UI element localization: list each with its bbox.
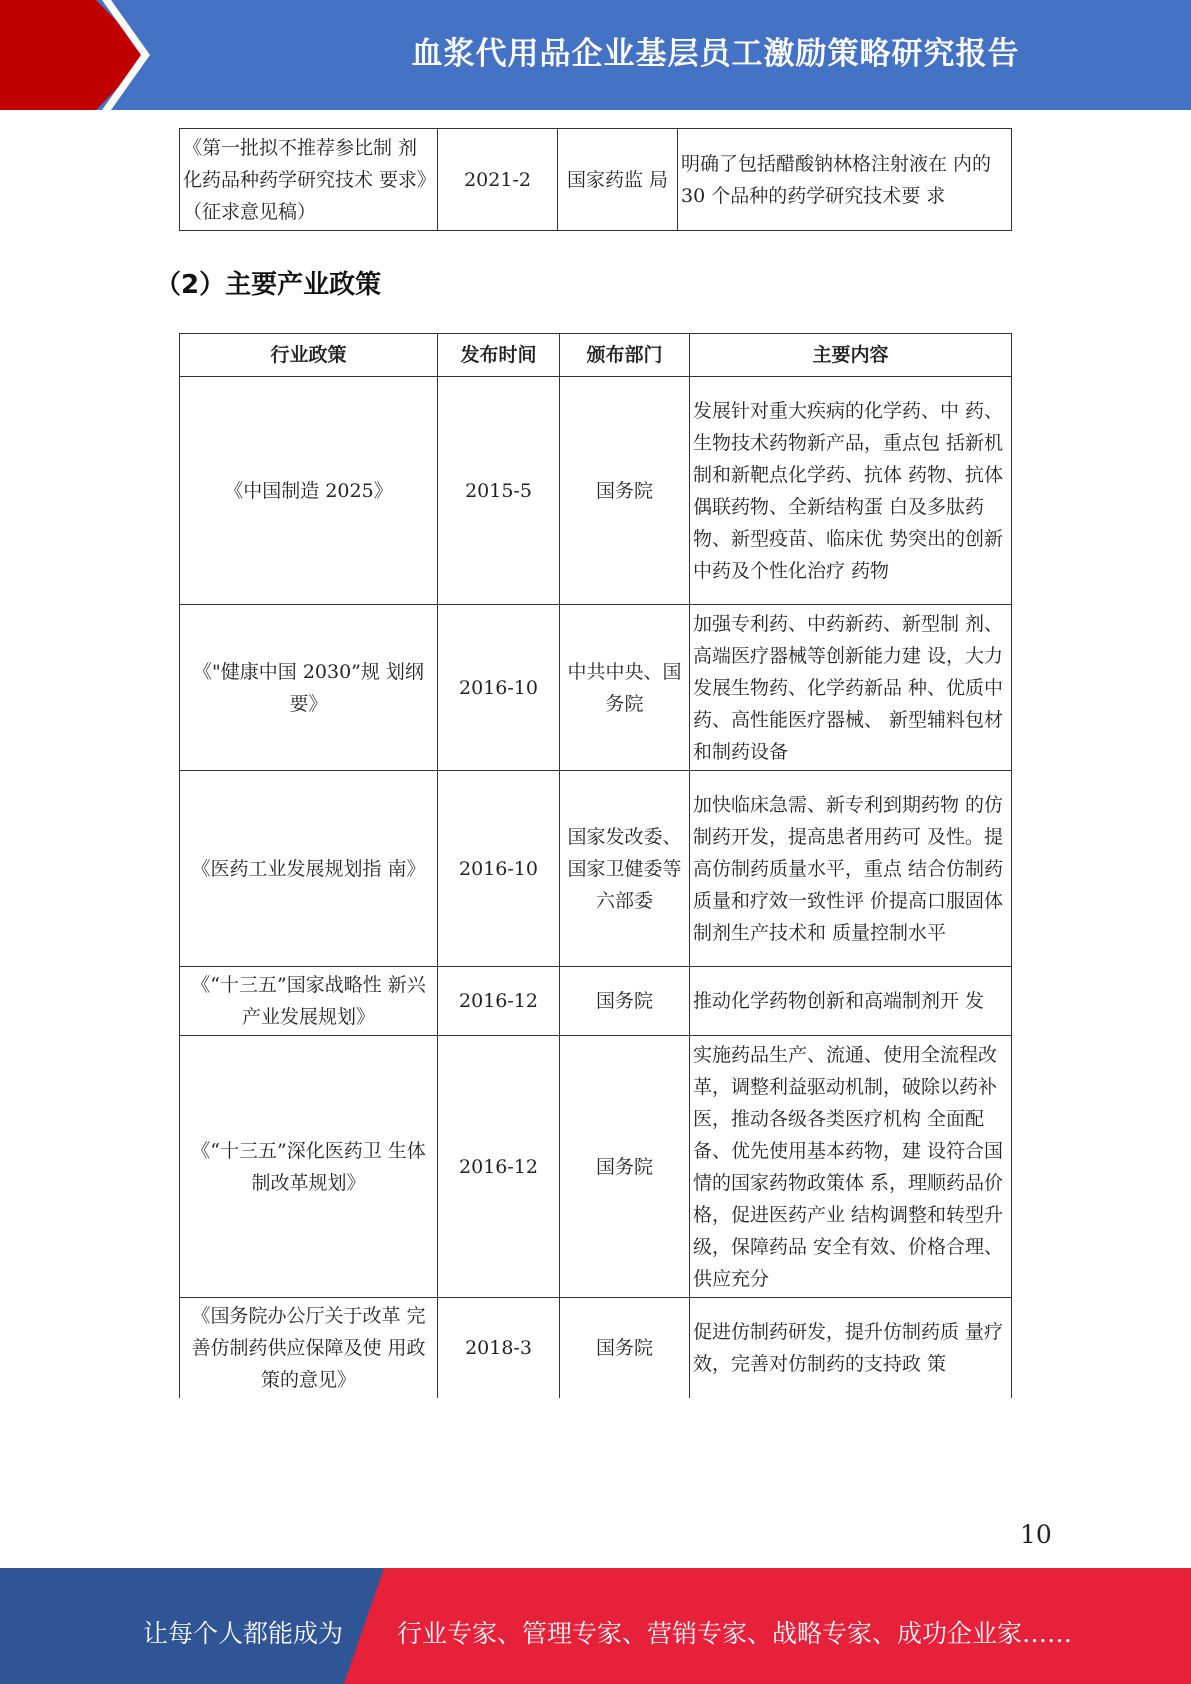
industry-policy-table [179, 333, 1012, 1398]
date-cell: 2016-10 [438, 771, 560, 967]
date-cell: 2021-2 [438, 129, 558, 231]
header-red-arrow [0, 0, 150, 110]
dept-cell: 国家药监 局 [558, 129, 678, 231]
policy-cell: 《"健康中国 2030”规 划纲要》 [180, 605, 438, 771]
column-header-content: 主要内容 [690, 334, 1012, 377]
page-header [0, 0, 1191, 110]
page-number: 10 [1020, 1520, 1052, 1549]
dept-cell: 国家发改委、国家卫健委等六部委 [560, 771, 690, 967]
date-cell: 2015-5 [438, 377, 560, 605]
dept-cell: 国务院 [560, 377, 690, 605]
content-cell: 加强专利药、中药新药、新型制 剂、高端医疗器械等创新能力建 设，大力发展生物药、化学药新品 种、优质中药、高性能医疗器械、 新型辅料包材和制药设备 [690, 605, 1012, 771]
date-cell: 2016-12 [438, 1036, 560, 1298]
footer-slogan-right: 行业专家、管理专家、营销专家、战略专家、成功企业家…… [397, 1619, 1073, 1648]
footer-slogan-left: 让每个人都能成为 [143, 1619, 344, 1648]
content-cell: 明确了包括醋酸钠林格注射液在 内的 30 个品种的药学研究技术要 求 [678, 129, 1012, 231]
policy-cell: 《“十三五”深化医药卫 生体制改革规划》 [180, 1036, 438, 1298]
date-cell: 2016-10 [438, 605, 560, 771]
column-header-date: 发布时间 [438, 334, 560, 377]
policy-table-continued [179, 128, 1012, 231]
table-row [180, 771, 1012, 967]
table-row [180, 129, 1012, 231]
page-footer [0, 1568, 1191, 1684]
policy-cell: 《国务院办公厅关于改革 完善仿制药供应保障及使 用政策的意见》 [180, 1298, 438, 1399]
table-row [180, 967, 1012, 1036]
table-row [180, 377, 1012, 605]
date-cell: 2016-12 [438, 967, 560, 1036]
content-cell: 加快临床急需、新专利到期药物 的仿制药开发，提高患者用药可 及性。提高仿制药质量水平，重点 结合仿制药质量和疗效一致性评 价提高口服固体制剂生产技术和 质量控制水平 [690, 771, 1012, 967]
date-cell: 2018-3 [438, 1298, 560, 1399]
column-header-dept: 颁布部门 [560, 334, 690, 377]
table-row [180, 605, 1012, 771]
column-header-policy: 行业政策 [180, 334, 438, 377]
dept-cell: 国务院 [560, 967, 690, 1036]
content-cell: 实施药品生产、流通、使用全流程改革，调整利益驱动机制，破除以药补医，推动各级各类医疗机构 全面配备、优先使用基本药物，建 设符合国情的国家药物政策体 系，理顺药品价格，促进医药产业 结构调整和转型升级，保障药品 安全有效、价格合理、供应充分 [690, 1036, 1012, 1298]
content-cell: 推动化学药物创新和高端制剂开 发 [690, 967, 1012, 1036]
content-cell: 促进仿制药研发，提升仿制药质 量疗效，完善对仿制药的支持政 策 [690, 1298, 1012, 1399]
section-heading: （2）主要产业政策 [155, 270, 382, 300]
table-row [180, 1298, 1012, 1399]
policy-cell: 《医药工业发展规划指 南》 [180, 771, 438, 967]
table-row [180, 1036, 1012, 1298]
policy-cell: 《“十三五”国家战略性 新兴产业发展规划》 [180, 967, 438, 1036]
dept-cell: 国务院 [560, 1036, 690, 1298]
dept-cell: 中共中央、国务院 [560, 605, 690, 771]
dept-cell: 国务院 [560, 1298, 690, 1399]
table-header-row [180, 334, 1012, 377]
report-title: 血浆代用品企业基层员工激励策略研究报告 [411, 36, 1020, 72]
policy-cell: 《中国制造 2025》 [180, 377, 438, 605]
content-cell: 发展针对重大疾病的化学药、中 药、生物技术药物新产品，重点包 括新机制和新靶点化学药、抗体 药物、抗体偶联药物、全新结构蛋 白及多肽药物、新型疫苗、临床优 势突出的创新中药及个性化治疗 药物 [690, 377, 1012, 605]
policy-cell: 《第一批拟不推荐参比制 剂化药品种药学研究技术 要求》（征求意见稿） [180, 129, 438, 231]
